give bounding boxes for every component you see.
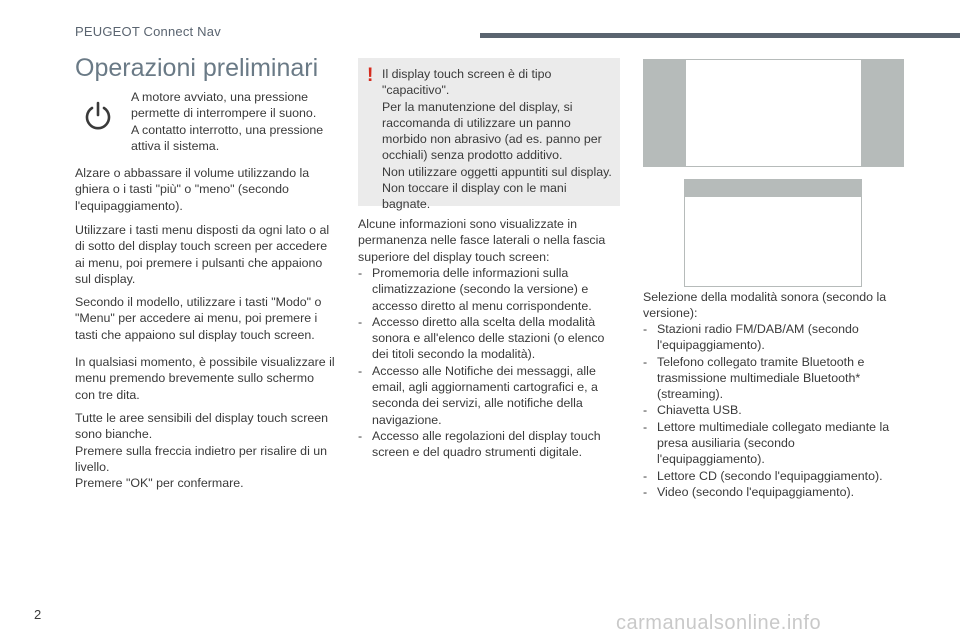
list-item: - Promemoria delle informazioni sulla climatizzazione (secondo la versione) e accesso diretto al menu corrispondente. <box>358 265 620 314</box>
display-illustration-top-center <box>685 59 862 167</box>
power-button-description: A motore avviato, una pressione permette di interrompere il suono. A contatto interrotto, una pressione attiva il sistema. <box>131 90 324 153</box>
display-illustration-bottom <box>684 179 862 287</box>
list-item: - Lettore multimediale collegato mediante la presa ausiliaria (secondo l'equipaggiamento). <box>643 419 905 468</box>
list-item: - Video (secondo l'equipaggiamento). <box>643 484 905 500</box>
list-item: - Lettore CD (secondo l'equipaggiamento). <box>643 468 905 484</box>
list-item: - Accesso alle regolazioni del display touch screen e del quadro strumenti digitale. <box>358 428 620 461</box>
header-bar <box>480 33 960 38</box>
page-title: Operazioni preliminari <box>75 54 319 82</box>
mode-menu-paragraph: Secondo il modello, utilizzare i tasti "Modo" o "Menu" per accedere ai menu, poi premere i tasti che appaiono sul display touch screen. <box>75 295 322 342</box>
page-number: 2 <box>34 607 42 622</box>
sound-mode-intro: Selezione della modalità sonora (secondo la versione): <box>643 290 887 321</box>
list-item: - Stazioni radio FM/DAB/AM (secondo l'equipaggiamento). <box>643 321 905 354</box>
three-finger-paragraph: In qualsiasi momento, è possibile visualizzare il menu premendo brevemente sullo schermo con tre dita. <box>75 355 335 402</box>
display-illustration-top-strip <box>685 180 861 197</box>
display-illustration-top <box>643 59 904 167</box>
menu-keys-paragraph: Utilizzare i tasti menu disposti da ogni lato o al di sotto del display touch screen per accedere ai menu, poi premere i pulsanti che appaiono sul display. <box>75 223 330 286</box>
watermark: carmanualsonline.info <box>616 612 822 634</box>
list-item: - Accesso alle Notifiche dei messaggi, alle email, agli aggiornamenti cartografici e, a seconda dei servizi, alle notifiche della navigazione. <box>358 363 620 428</box>
side-bands-intro: Alcune informazioni sono visualizzate in permanenza nelle fasce laterali o nella fascia superiore del display touch screen: <box>358 217 606 264</box>
side-bands-list <box>358 265 620 461</box>
sensitive-areas-paragraph: Tutte le aree sensibili del display touch screen sono bianche. Premere sulla freccia indietro per risalire di un livello. Premere "OK" per confermare. <box>75 411 328 491</box>
header-title: PEUGEOT Connect Nav <box>75 24 221 39</box>
volume-paragraph: Alzare o abbassare il volume utilizzando la ghiera o i tasti "più" o "meno" (secondo l'equipaggiamento). <box>75 166 310 213</box>
list-item: - Accesso diretto alla scelta della modalità sonora e all'elenco delle stazioni (o elenco dei titoli secondo la modalità). <box>358 314 620 363</box>
warning-text: Il display touch screen è di tipo "capacitivo". Per la manutenzione del display, si raccomanda di utilizzare un panno morbido non abrasivo (ad es. panno per occhiali) senza prodotto additivo. Non utilizzare oggetti appuntiti sul display. Non toccare il display con le mani bagnate. <box>382 67 612 212</box>
list-item: - Chiavetta USB. <box>643 402 905 418</box>
sound-mode-list <box>643 321 905 500</box>
power-icon <box>84 101 112 131</box>
warning-icon: ! <box>367 65 374 86</box>
list-item: - Telefono collegato tramite Bluetooth e trasmissione multimediale Bluetooth* (streaming). <box>643 354 905 403</box>
